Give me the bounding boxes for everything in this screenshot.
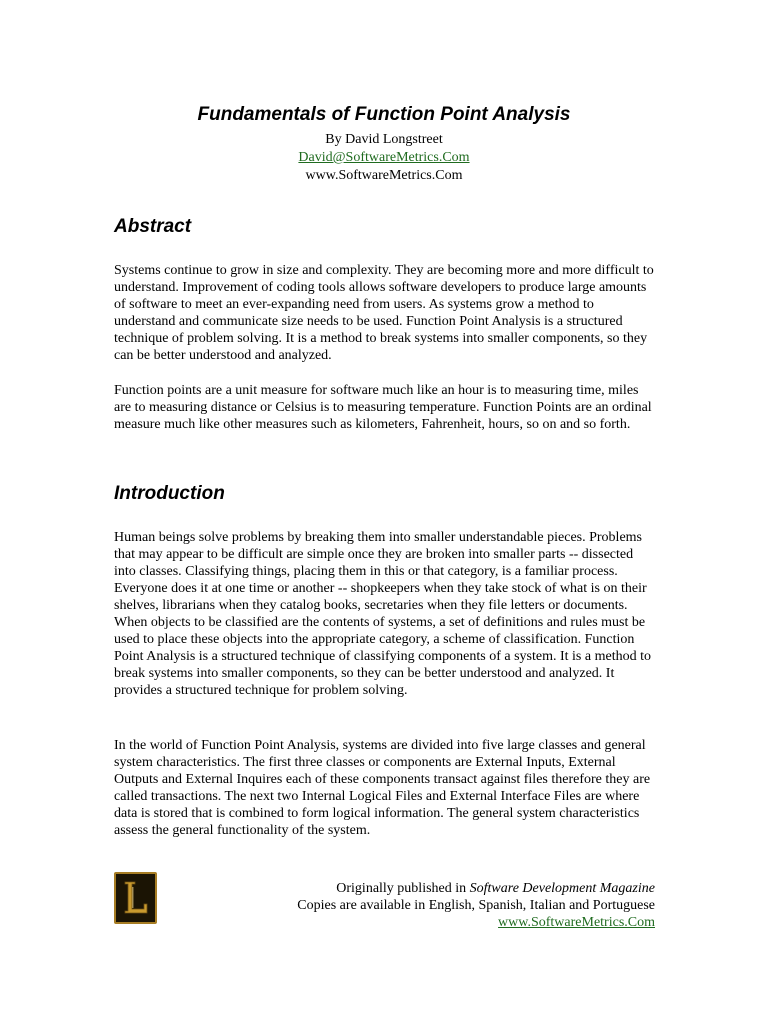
author-email-line (0, 150, 768, 166)
paragraph-text: Human beings solve problems by breaking them into smaller understandable pieces. Problems that may appear to be difficult are simple once they are broken into smaller parts -- dissected into classes. Classifying things, placing them in this or that category, is a familiar process. Everyone does it at one time or another -- shopkeepers when they take stock of what is on their shelves, librarians when they catalog books, secretaries when they file letters or documents. When objects to be classified are the contents of systems, a set of definitions and rules must be used to place these objects into the appropriate category, a scheme of classification. Function Point Analysis is a structured technique of classifying components of a system. It is a method to break systems into smaller components, so they can be better understood and analyzed. It provides a structured technique for problem solving. (114, 530, 651, 698)
document-title: Fundamentals of Function Point Analysis (197, 104, 571, 125)
website-line: www.SoftwareMetrics.Com (305, 168, 463, 183)
magazine-name: Software Development Magazine (469, 881, 655, 896)
published-prefix: Originally published in (336, 881, 467, 896)
paragraph-text: Systems continue to grow in size and complexity. They are becoming more and more difficult to understand. Improvement of coding tools allows software developers to produce large amounts of software to meet an ever-expanding need from users. As systems grow a method to understand and communicate size needs to be used. Function Point Analysis is a structured technique of problem solving. It is a method to break systems into smaller components, so they can be better understood and analyzed. (114, 263, 654, 363)
publication-credits (297, 880, 655, 931)
abstract-paragraph-2 (114, 382, 658, 433)
introduction-heading: Introduction (114, 483, 225, 504)
author-email-link[interactable]: David@SoftwareMetrics.Com (298, 150, 470, 165)
introduction-paragraph-2 (114, 737, 658, 839)
abstract-heading: Abstract (114, 216, 192, 237)
author-line: By David Longstreet (325, 132, 443, 147)
paragraph-text: Function points are a unit measure for software much like an hour is to measuring time, miles are to measuring distance or Celsius is to measuring temperature. Function Points are an ordinal measure much like other measures such as kilometers, Fahrenheit, hours, so on and so forth. (114, 383, 652, 432)
paragraph-text: In the world of Function Point Analysis, systems are divided into five large classes and general system characteristics. The first three classes or components are External Inputs, External Outputs and External Inquires each of these components transact against files therefore they are called transactions. The next two Internal Logical Files and External Interface Files are where data is stored that is combined to form logical information. The general system characteristics assess the general functionality of the system. (114, 738, 651, 838)
copies-line: Copies are available in English, Spanish, Italian and Portuguese (297, 898, 655, 913)
footer-website-line (297, 914, 655, 931)
abstract-paragraph-1 (114, 262, 658, 364)
footer-website-link[interactable]: www.SoftwareMetrics.Com (498, 915, 655, 930)
letter-L-logo-icon (114, 872, 157, 924)
introduction-paragraph-1 (114, 529, 658, 699)
published-line (297, 880, 655, 897)
